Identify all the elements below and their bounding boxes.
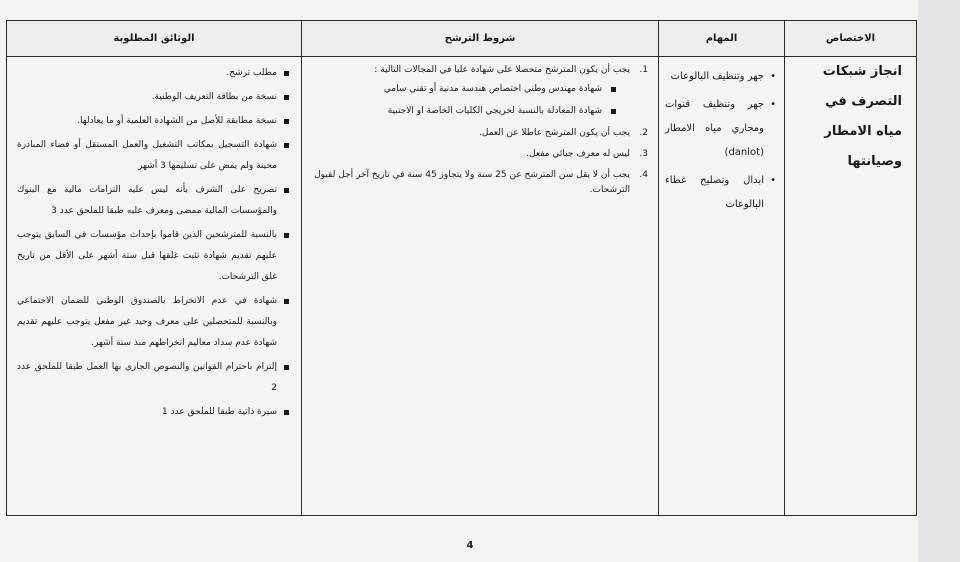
document-item: سيرة ذاتية طبقا للملحق عدد 1: [17, 402, 291, 423]
condition-item: [310, 126, 648, 141]
conditions-cell: [302, 57, 659, 516]
condition-number: 4.: [639, 170, 648, 180]
documents-cell: [7, 57, 302, 516]
documents-list: [7, 57, 301, 423]
condition-item: [310, 63, 648, 119]
condition-number: 1.: [639, 65, 648, 75]
document-item: مطلب ترشح.: [17, 63, 291, 84]
document-item: بالنسبة للمترشحين الذين قاموا بإحداث مؤسسات في السابق يتوجب عليهم تقديم شهادة تثبت غلقها قبل ستة أشهر على الأقل من تاريخ غلق الترشحات.: [17, 225, 291, 288]
specialty-text: انجاز شبكات التصرف في مياه الامطار وصيانتها: [822, 64, 902, 169]
requirements-table: [6, 20, 917, 516]
table-header-row: [7, 21, 917, 57]
condition-text: يجب أن يكون المترشح متحصلا على شهادة عليا في المجالات التالية :: [374, 65, 630, 75]
scan-edge: [918, 0, 960, 562]
tasks-list: [659, 57, 784, 217]
header-conditions: شروط الترشح: [302, 21, 659, 57]
document-item: تصريح على الشرف بأنه ليس عليه التزامات مالية مع البنوك والمؤسسات المالية ممضى ومعرف عليه طبقا للملحق عدد 3: [17, 180, 291, 222]
condition-sublist: [310, 82, 630, 119]
task-item: • ابدال وتصليح غطاء البالوعات: [665, 169, 776, 217]
task-item: • جهر وتنظيف البالوعات: [665, 65, 776, 89]
condition-subitem: شهادة المعادلة بالنسبة لخريجي الكليات الخاصة او الاجنبية: [310, 104, 630, 119]
document-item: إلتزام باحترام القوانين والنصوص الجاري بها العمل طبقا للملحق عدد 2: [17, 357, 291, 399]
document-item: نسخة مطابقة للأصل من الشهادة العلمية أو ما يعادلها.: [17, 111, 291, 132]
condition-item: [310, 147, 648, 162]
condition-text: ليس له معرف جبائي مفعل.: [526, 149, 630, 159]
table-row: [7, 57, 917, 516]
conditions-list: [302, 57, 658, 198]
header-tasks: المهام: [659, 21, 785, 57]
document-item: شهادة التسجيل بمكاتب التشغيل والعمل المستقل أو فضاء المبادرة محينة ولم يمض على تسليمها 3 أشهر: [17, 135, 291, 177]
page-number: 4: [466, 540, 474, 551]
header-specialty: الاختصاص: [785, 21, 917, 57]
condition-subitem: شهادة مهندس وطني اختصاص هندسة مدنية أو تقني سامي: [310, 82, 630, 97]
document-item: شهادة في عدم الانخراط بالصندوق الوطني للضمان الاجتماعي وبالنسبة للمتحصلين على معرف وحيد غير مفعل يتوجب عليهم تقديم شهادة عدم سداد معاليم انخراطهم منذ ستة أشهر.: [17, 291, 291, 354]
condition-text: يجب أن يكون المترشح عاطلا عن العمل.: [479, 128, 630, 138]
condition-number: 3.: [639, 149, 648, 159]
specialty-cell: [785, 57, 917, 516]
task-item: • جهر وتنظيف قنوات ومجاري مياه الامطار (danlot): [665, 93, 776, 165]
condition-number: 2.: [639, 128, 648, 138]
condition-text: يجب أن لا يقل سن المترشح عن 25 سنة ولا يتجاوز 45 سنة في تاريخ آخر أجل لقبول الترشحات.: [314, 170, 630, 195]
condition-item: [310, 168, 648, 198]
document-item: نسخة من بطاقة التعريف الوطنية.: [17, 87, 291, 108]
header-documents: الوثائق المطلوبة: [7, 21, 302, 57]
tasks-cell: [659, 57, 785, 516]
